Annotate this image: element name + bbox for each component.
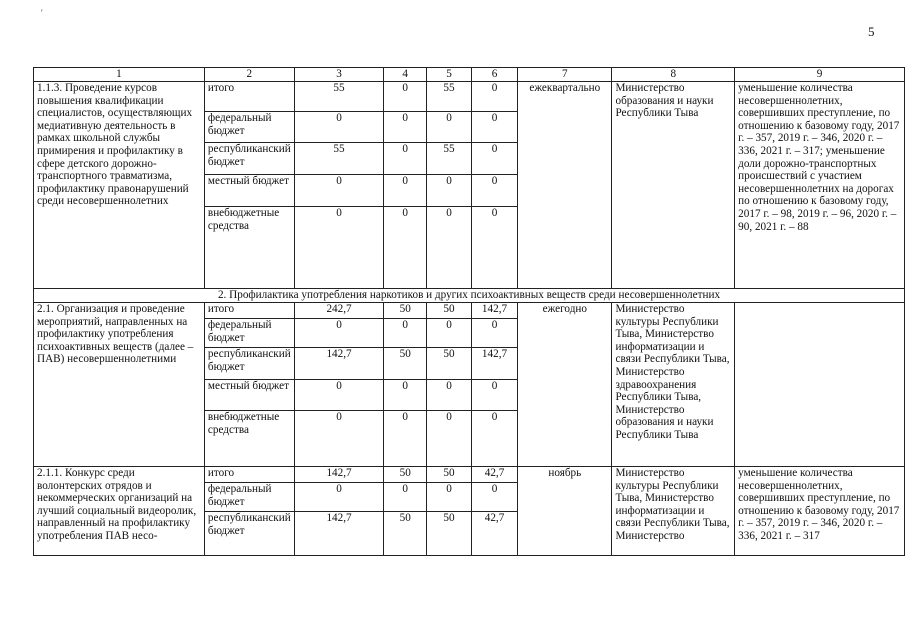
period-cell: ежегодно [518,303,612,467]
executor-cell: Министерство образования и науки Республики Тыва [612,82,735,289]
funding-source: федеральный бюджет [204,483,294,512]
cell-value: 0 [384,380,427,411]
section-heading: 2. Профилактика употребления наркотиков и других психоактивных веществ среди несовершеннолетних [34,289,905,303]
col-header-3: 3 [294,68,384,82]
cell-value: 50 [427,512,472,556]
period-cell: ноябрь [518,467,612,556]
funding-source: итого [204,303,294,319]
cell-value: 0 [384,82,427,112]
cell-value: 242,7 [294,303,384,319]
cell-value: 42,7 [471,467,517,483]
cell-value: 50 [427,303,472,319]
table-row [34,82,905,112]
cell-value: 50 [384,467,427,483]
funding-source: итого [204,467,294,483]
executor-cell: Министерство культуры Республики Тыва, Министерство информатизации и связи Республики Тыва, Министерство [612,467,735,556]
measure-title: 1.1.3. Проведение курсов повышения квалификации специалистов, осуществляющих медиативную деятельность в рамках школьной службы примирения и профилактику в сфере детского дорожно-транспортного травматизма, профилактику правонарушений среди несовершеннолетних [34,82,205,289]
page-number: 5 [868,24,875,39]
cell-value: 0 [294,175,384,207]
result-cell: уменьшение количества несовершеннолетних, совершивших преступление, по отношению к базовому году, 2017 г. – 357, 2019 г. – 346, 2020 г. – 336, 2021 г. – 317; уменьшение доли дорожно-транспортных происшествий с участием несовершеннолетних на дорогах по отношению к базовому году, 2017 г. – 98, 2019 г. – 96, 2020 г. – 90, 2021 г. – 88 [735,82,905,289]
funding-source: внебюджетные средства [204,411,294,467]
funding-source: республиканский бюджет [204,512,294,556]
cell-value: 142,7 [471,348,517,380]
cell-value: 0 [384,411,427,467]
cell-value: 0 [427,319,472,348]
cell-value: 0 [471,207,517,289]
result-cell [735,303,905,467]
cell-value: 42,7 [471,512,517,556]
funding-source: местный бюджет [204,175,294,207]
cell-value: 0 [294,411,384,467]
cell-value: 0 [427,112,472,143]
cell-value: 142,7 [294,512,384,556]
col-header-7: 7 [518,68,612,82]
col-header-8: 8 [612,68,735,82]
corner-mark: ' [41,8,43,18]
cell-value: 0 [427,175,472,207]
funding-source: итого [204,82,294,112]
cell-value: 0 [384,175,427,207]
cell-value: 0 [294,380,384,411]
cell-value: 55 [427,143,472,175]
cell-value: 0 [427,380,472,411]
cell-value: 55 [294,143,384,175]
section-heading-row [34,289,905,303]
funding-source: внебюджетные средства [204,207,294,289]
col-header-4: 4 [384,68,427,82]
cell-value: 0 [384,207,427,289]
cell-value: 50 [384,303,427,319]
cell-value: 0 [384,319,427,348]
cell-value: 142,7 [294,348,384,380]
period-cell: ежеквартально [518,82,612,289]
cell-value: 0 [384,143,427,175]
cell-value: 0 [427,483,472,512]
executor-cell: Министерство культуры Республики Тыва, Министерство информатизации и связи Республики Тыва, Министерство здравоохранения Республики Тыва, Министерство образования и науки Республики Тыва [612,303,735,467]
funding-source: федеральный бюджет [204,112,294,143]
cell-value: 50 [384,512,427,556]
cell-value: 50 [427,348,472,380]
funding-source: республиканский бюджет [204,348,294,380]
col-header-6: 6 [471,68,517,82]
cell-value: 0 [427,411,472,467]
col-header-9: 9 [735,68,905,82]
col-header-2: 2 [204,68,294,82]
cell-value: 0 [471,112,517,143]
program-table [33,67,905,556]
cell-value: 0 [471,483,517,512]
column-number-row [34,68,905,82]
cell-value: 142,7 [471,303,517,319]
cell-value: 0 [471,82,517,112]
measure-title: 2.1.1. Конкурс среди волонтерских отрядов и некоммерческих организаций на лучший социальный видеоролик, направленный на профилактику употребления ПАВ несо- [34,467,205,556]
cell-value: 0 [471,319,517,348]
cell-value: 55 [427,82,472,112]
cell-value: 0 [294,112,384,143]
result-cell: уменьшение количества несовершеннолетних, совершивших преступление, по отношению к базовому году, 2017 г. – 357, 2019 г. – 346, 2020 г. – 336, 2021 г. – 317 [735,467,905,556]
cell-value: 50 [427,467,472,483]
cell-value: 0 [384,483,427,512]
cell-value: 0 [427,207,472,289]
cell-value: 0 [294,483,384,512]
cell-value: 142,7 [294,467,384,483]
col-header-5: 5 [427,68,472,82]
cell-value: 0 [384,112,427,143]
funding-source: республиканский бюджет [204,143,294,175]
col-header-1: 1 [34,68,205,82]
cell-value: 0 [471,143,517,175]
cell-value: 0 [471,411,517,467]
cell-value: 0 [471,175,517,207]
cell-value: 55 [294,82,384,112]
cell-value: 50 [384,348,427,380]
cell-value: 0 [294,207,384,289]
funding-source: федеральный бюджет [204,319,294,348]
table-row [34,467,905,483]
cell-value: 0 [294,319,384,348]
cell-value: 0 [471,380,517,411]
measure-title: 2.1. Организация и проведение мероприятий, направленных на профилактику употребления психоактивных веществ (далее – ПАВ) несовершеннолетними [34,303,205,467]
funding-source: местный бюджет [204,380,294,411]
table-row [34,303,905,319]
